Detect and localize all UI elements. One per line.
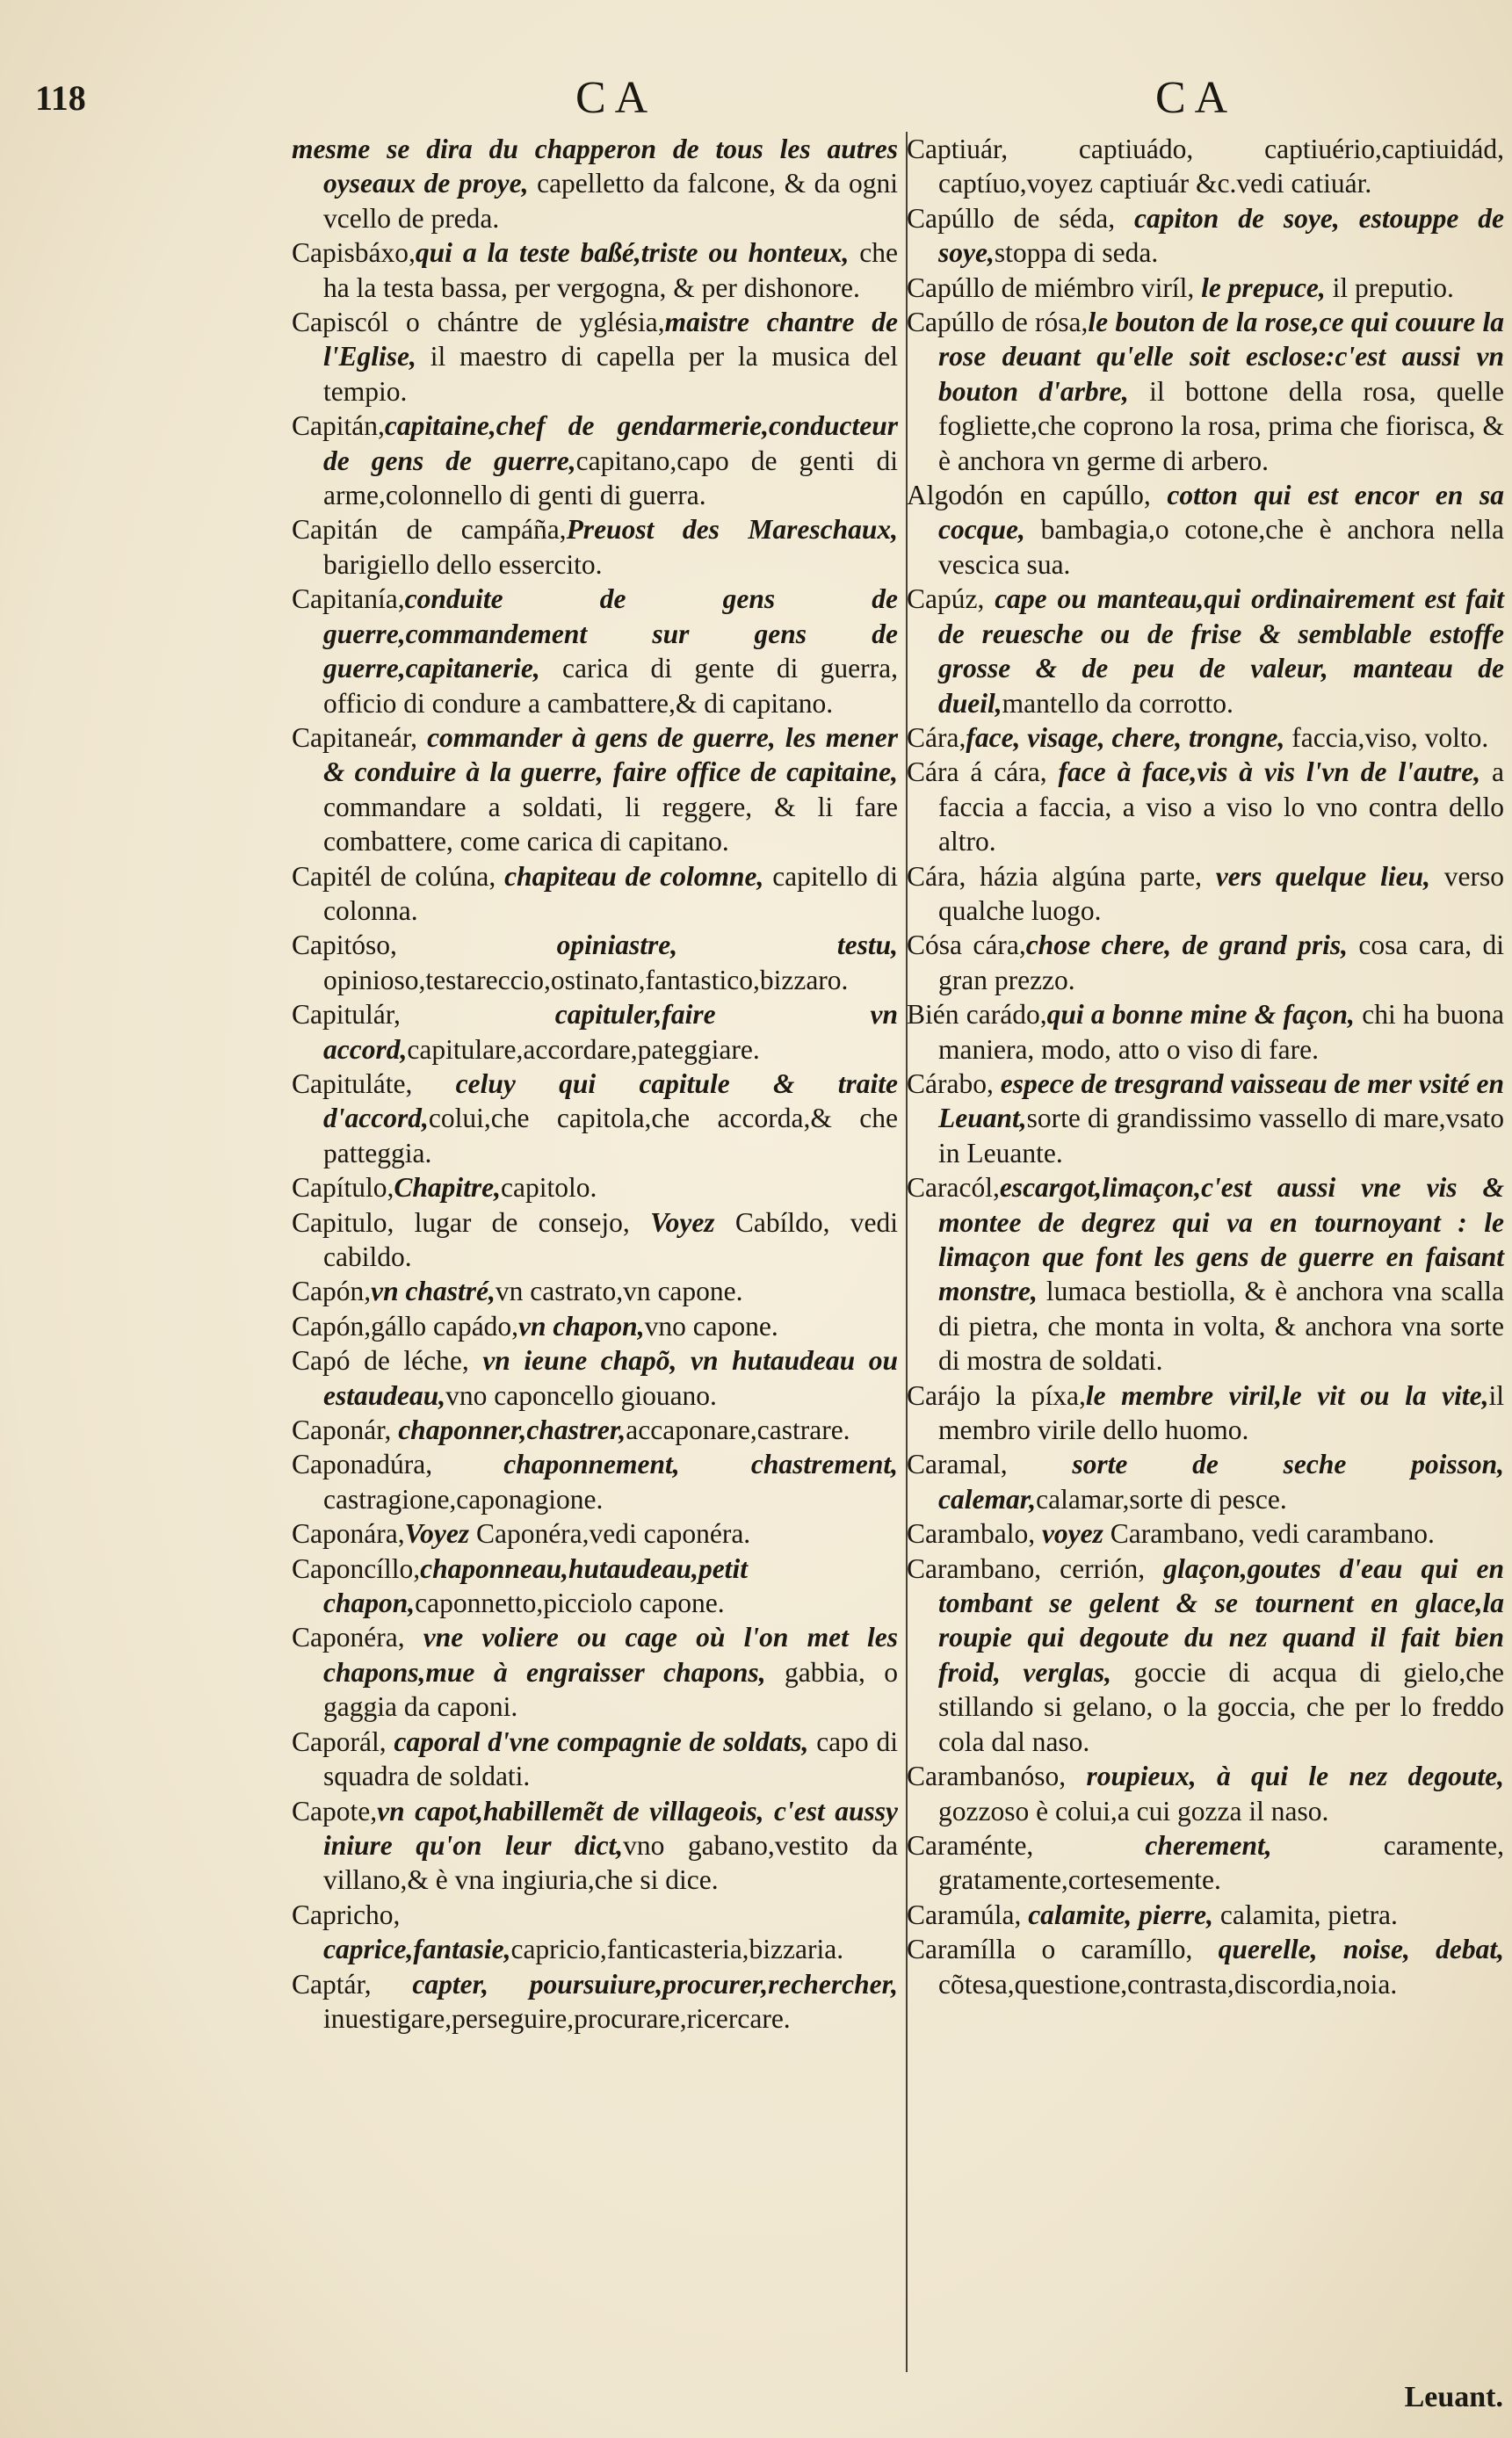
italian-gloss: a faccia a faccia, a viso a viso lo vno contra dello altro.	[938, 756, 1504, 857]
dictionary-entry	[907, 1170, 1504, 1378]
french-gloss: espece de tresgrand vaisseau de mer vsité en Leuant,	[938, 1067, 1504, 1134]
french-gloss: voyez	[1035, 1518, 1103, 1550]
headword-spanish: Capó de léche,	[292, 1345, 469, 1377]
dictionary-entry	[292, 1552, 898, 1621]
italian-gloss: captíuo,voyez captiuár &c.vedi catiuár.	[938, 168, 1372, 199]
french-gloss: le prepuce,	[1194, 271, 1326, 303]
dictionary-entry	[907, 755, 1504, 858]
french-gloss: cape ou manteau,qui ordinairement est fait de reuesche ou de frise & semblable estoffe grosse & de peu de valeur, manteau de dueil,	[938, 583, 1504, 719]
italian-gloss: chi ha buona maniera, modo, atto o viso di fare.	[938, 999, 1504, 1065]
headword-spanish: Caraménte,	[907, 1829, 1034, 1861]
french-gloss: opiniastre, testu,	[396, 930, 898, 961]
headword-spanish: Carambano, cerrión,	[907, 1552, 1146, 1584]
catchword: Leuant.	[1404, 2381, 1503, 2413]
italian-gloss: calamita, pietra.	[1213, 1899, 1398, 1930]
italian-gloss: lumaca bestiolla, & è anchora vna scalla di pietra, che monta in volta, & anchora vna sorte di mostra de soldati.	[938, 1276, 1504, 1377]
french-gloss: capter, poursuiure,procurer,rechercher,	[371, 1968, 898, 2000]
dictionary-entry	[907, 271, 1504, 305]
dictionary-entry	[292, 582, 898, 720]
headword-spanish: Caponcíllo,	[292, 1552, 421, 1584]
dictionary-entry	[292, 1725, 898, 1794]
french-gloss: chapiteau de colomne,	[496, 860, 764, 892]
dictionary-entry	[292, 1170, 898, 1205]
italian-gloss: goccie di acqua di gielo,che stillando si gelano, o la goccia, che per lo freddo cola dal naso.	[938, 1656, 1504, 1757]
headword-spanish: Capúllo de rósa,	[907, 307, 1089, 338]
french-gloss: chaponnement, chastrement,	[432, 1449, 898, 1480]
italian-gloss: vn castrato,vn capone.	[495, 1276, 743, 1307]
italian-gloss: cõtesa,questione,contrasta,discordia,noia.	[938, 1968, 1398, 2000]
dictionary-entry	[292, 1309, 898, 1343]
dictionary-entry	[292, 720, 898, 859]
headword-spanish: Cára, házia algúna parte,	[907, 860, 1202, 892]
dictionary-entry	[292, 235, 898, 305]
italian-gloss: caponnetto,picciolo capone.	[415, 1588, 725, 1619]
headword-spanish: Caramílla o caramíllo,	[907, 1934, 1193, 1965]
headword-spanish: Carambalo,	[907, 1518, 1036, 1550]
french-gloss: vn ieune chapõ, vn hutaudeau ou estaudeau,	[323, 1345, 898, 1411]
italian-gloss: faccia,viso, volto.	[1284, 721, 1489, 753]
french-gloss: chaponner,chastrer,	[391, 1414, 626, 1446]
headword-spanish: Caramal,	[907, 1449, 1008, 1480]
headword-spanish: Capituláte,	[292, 1067, 413, 1099]
italian-gloss: caramente, gratamente,cortesemente.	[938, 1829, 1504, 1896]
headword-spanish: Captiuár, captiuádo, captiuério,captiuidád,	[907, 134, 1504, 164]
headword-spanish: Capúz,	[907, 583, 985, 615]
dictionary-entry	[292, 1898, 898, 1967]
french-gloss: maistre chantre de l'Eglise,	[323, 307, 898, 373]
dictionary-entry	[907, 1828, 1504, 1898]
headword-spanish: Capricho,	[292, 1899, 401, 1930]
italian-gloss: Carambano, vedi carambano.	[1103, 1518, 1435, 1550]
dictionary-entry	[292, 1967, 898, 2036]
french-gloss: commander à gens de guerre, les mener & conduire à la guerre, faire office de capitaine,	[323, 721, 898, 788]
italian-gloss: castragione,caponagione.	[323, 1483, 604, 1515]
headword-spanish: Capúllo de miémbro viríl,	[907, 271, 1195, 303]
dictionary-entry	[292, 409, 898, 512]
italian-gloss: capitolo.	[501, 1172, 597, 1204]
headword-spanish: Capítulo,	[292, 1172, 394, 1204]
dictionary-entry	[907, 201, 1504, 271]
right-column	[907, 132, 1504, 2001]
french-gloss: chaponneau,hutaudeau,petit chapon,	[323, 1552, 748, 1619]
french-gloss: capitaine,chef de gendarmerie,conducteur de gens de guerre,	[323, 410, 898, 476]
headword-spanish: Caponár,	[292, 1414, 392, 1446]
headword-spanish: Capitóso,	[292, 930, 397, 961]
french-gloss: mesme se dira du chapperon de tous les autres oyseaux de proye,	[292, 134, 898, 199]
dictionary-entry	[907, 928, 1504, 997]
dictionary-entry	[907, 305, 1504, 478]
italian-gloss: capricio,fanticasteria,bizzaria.	[510, 1934, 844, 1965]
italian-gloss: colui,che capitola,che accorda,& che patteggia.	[323, 1103, 898, 1168]
dictionary-entry	[907, 582, 1504, 720]
dictionary-entry	[907, 1898, 1504, 1932]
left-column	[292, 132, 898, 2036]
italian-gloss: capitulare,accordare,pateggiare.	[407, 1033, 760, 1065]
dictionary-entry	[292, 512, 898, 582]
headword-spanish: Carájo la píxa,	[907, 1379, 1086, 1411]
italian-gloss: calamar,sorte di pesce.	[1036, 1483, 1287, 1515]
italian-gloss: mantello da corrotto.	[1002, 687, 1233, 719]
dictionary-entry	[907, 1067, 1504, 1170]
headword-spanish: Bién carádo,	[907, 999, 1047, 1031]
french-gloss: Chapitre,	[394, 1172, 502, 1204]
headword-spanish: Caponára,	[292, 1518, 405, 1550]
french-gloss: chose chere, de grand pris,	[1025, 930, 1349, 961]
french-gloss: sorte de seche poisson, calemar,	[938, 1449, 1504, 1515]
italian-gloss: Cabíldo, vedi cabildo.	[323, 1206, 898, 1272]
french-gloss: caporal d'vne compagnie de soldats,	[386, 1725, 809, 1757]
italian-gloss: il bottone della rosa, quelle fogliette,che coprono la rosa, prima che fiorisca, & è anchora vn germe di arbero.	[938, 375, 1504, 476]
french-gloss: vn chapon,	[518, 1310, 645, 1342]
headword-spanish: Caracól,	[907, 1172, 1000, 1204]
headword-spanish: Capitán de campáña,	[292, 514, 567, 546]
headword-spanish: Caponéra,	[292, 1622, 405, 1653]
italian-gloss: che ha la testa bassa, per vergogna, & per dishonore.	[323, 237, 898, 303]
headword-spanish: Capitél de colúna,	[292, 860, 496, 892]
french-gloss: qui a bonne mine & façon,	[1046, 999, 1355, 1031]
italian-gloss: cosa cara, di gran prezzo.	[938, 930, 1504, 995]
french-gloss: vers quelque lieu,	[1201, 860, 1430, 892]
french-gloss: vne voliere ou cage où l'on met les chapons,mue à engraisser chapons,	[323, 1622, 898, 1688]
french-gloss: le bouton de la rose,ce qui couure la rose deuant qu'elle soit esclose:c'est aussi vn bouton d'arbre,	[938, 307, 1504, 407]
dictionary-entry	[292, 305, 898, 409]
italian-gloss: bambagia,o cotone,che è anchora nella vescica sua.	[938, 514, 1504, 580]
headword-spanish: Cára á cára,	[907, 756, 1047, 788]
dictionary-entry	[292, 1447, 898, 1516]
italian-gloss: capitano,capo de genti di arme,colonnello di genti di guerra.	[323, 445, 898, 511]
dictionary-entry	[907, 1516, 1504, 1551]
dictionary-entry	[292, 1620, 898, 1724]
italian-gloss: inuestigare,perseguire,procurare,ricercare.	[323, 2002, 791, 2034]
dictionary-entry	[907, 859, 1504, 929]
dictionary-entry	[292, 1343, 898, 1413]
french-gloss: cotton qui est encor en sa cocque,	[938, 480, 1505, 546]
french-gloss: le membre viril,le vit ou la vite,	[1085, 1379, 1489, 1411]
dictionary-entry	[292, 1274, 898, 1308]
dictionary-entry	[907, 1447, 1504, 1516]
dictionary-entry	[907, 132, 1504, 201]
italian-gloss: opinioso,testareccio,ostinato,fantastico,bizzaro.	[323, 964, 849, 995]
italian-gloss: vno gabano,vestito da villano,& è vna ingiuria,che si dice.	[323, 1829, 898, 1896]
dictionary-entry	[292, 1794, 898, 1898]
dictionary-entry	[292, 1205, 898, 1275]
dictionary-entry	[907, 1378, 1504, 1448]
french-gloss: qui a la teste baßé,triste ou honteux,	[415, 237, 850, 269]
italian-gloss: capelletto da falcone, & da ogni vcello de preda.	[323, 168, 898, 234]
italian-gloss: stoppa di seda.	[994, 237, 1159, 269]
headword-spanish: Capote,	[292, 1795, 378, 1827]
french-gloss: glaçon,goutes d'eau qui en tombant se gelent & se tournent en glace,la roupie qui degoute du nez quand il fait bien froid, verglas,	[938, 1552, 1504, 1688]
headword-spanish: Capitulo, lugar de consejo,	[292, 1206, 630, 1238]
french-gloss: calamite, pierre,	[1021, 1899, 1214, 1930]
headword-spanish: Capitaneár,	[292, 721, 418, 753]
headword-spanish: Capón,	[292, 1276, 372, 1307]
french-gloss: celuy qui capitule & traite d'accord,	[323, 1067, 898, 1134]
french-gloss: vn chastré,	[371, 1276, 496, 1307]
dictionary-entry	[292, 132, 898, 235]
dictionary-entry	[907, 720, 1504, 755]
italian-gloss: il membro virile dello huomo.	[938, 1379, 1504, 1446]
page-number: 118	[35, 78, 86, 118]
italian-gloss: sorte di grandissimo vassello di mare,vsato in Leuante.	[938, 1103, 1504, 1168]
italian-gloss: vno capone.	[644, 1310, 778, 1342]
headword-spanish: Cárabo,	[907, 1067, 994, 1099]
french-gloss: roupieux, à qui le nez degoute,	[1066, 1761, 1504, 1792]
french-gloss: cherement,	[1033, 1829, 1272, 1861]
french-gloss: vn capot,habillemẽt de villageois, c'est aussy iniure qu'on leur dict,	[323, 1795, 898, 1861]
headword-spanish: Caponadúra,	[292, 1449, 433, 1480]
french-gloss: capiton de soye, estouppe de soye,	[938, 202, 1504, 269]
headword-spanish: Capón,gállo capádo,	[292, 1310, 519, 1342]
italian-gloss: gabbia, o gaggia da caponi.	[323, 1656, 898, 1723]
italian-gloss: il maestro di capella per la musica del tempio.	[323, 341, 898, 407]
italian-gloss: capitello di colonna.	[323, 860, 898, 926]
running-header-right: CA	[1155, 73, 1237, 123]
italian-gloss: il preputio.	[1325, 271, 1454, 303]
headword-spanish: Caramúla,	[907, 1899, 1022, 1930]
italian-gloss: carica di gente di guerra, officio di condure a cambattere,& di capitano.	[323, 653, 898, 719]
headword-spanish: Capisbáxo,	[292, 237, 416, 269]
french-gloss: capituler,faire vn accord,	[323, 999, 898, 1065]
headword-spanish: Algodón en capúllo,	[907, 480, 1151, 511]
french-gloss: face à face,vis à vis l'vn de l'autre,	[1046, 756, 1481, 788]
french-gloss: caprice,fantasie,	[323, 1934, 511, 1965]
dictionary-entry	[292, 859, 898, 929]
headword-spanish: Capiscól o chántre de yglésia,	[292, 307, 665, 338]
italian-gloss: commandare a soldati, li reggere, & li fare combattere, come carica di capitano.	[323, 791, 898, 857]
dictionary-entry	[292, 1516, 898, 1551]
headword-spanish: Capitán,	[292, 410, 385, 442]
headword-spanish: Cára,	[907, 721, 966, 753]
dictionary-entry	[292, 1413, 898, 1447]
headword-spanish: Capúllo de séda,	[907, 202, 1116, 234]
headword-spanish: Cósa cára,	[907, 930, 1026, 961]
headword-spanish: Caporál,	[292, 1725, 387, 1757]
dictionary-entry	[292, 928, 898, 997]
dictionary-entry	[907, 478, 1504, 582]
headword-spanish: Carambanóso,	[907, 1761, 1067, 1792]
italian-gloss: gozzoso è colui,a cui gozza il naso.	[938, 1795, 1329, 1827]
italian-gloss: barigiello dello essercito.	[323, 548, 603, 580]
french-gloss: querelle, noise, debat,	[1192, 1934, 1505, 1965]
italian-gloss: verso qualche luogo.	[938, 860, 1504, 926]
dictionary-entry	[907, 1759, 1504, 1828]
dictionary-entry	[292, 997, 898, 1067]
italian-gloss: capo di squadra de soldati.	[323, 1725, 898, 1792]
dictionary-entry	[907, 1932, 1504, 2001]
french-gloss: escargot,limaçon,c'est aussi vne vis & montee de degrez qui va en tournoyant : le limaçon que font les gens de guerre en faisant monstre,	[938, 1172, 1504, 1307]
headword-spanish: Capitulár,	[292, 999, 401, 1031]
headword-spanish: Captár,	[292, 1968, 372, 2000]
dictionary-entry	[907, 997, 1504, 1067]
french-gloss: Voyez	[629, 1206, 715, 1238]
running-header-left: CA	[575, 73, 657, 123]
dictionary-entry	[907, 1552, 1504, 1759]
italian-gloss: Caponéra,vedi caponéra.	[469, 1518, 751, 1550]
french-gloss: face, visage, chere, trongne,	[966, 721, 1285, 753]
french-gloss: Voyez	[404, 1518, 470, 1550]
headword-spanish: Capitanía,	[292, 583, 405, 615]
dictionary-entry	[292, 1067, 898, 1170]
french-gloss: conduite de gens de guerre,commandement sur gens de guerre,capitanerie,	[323, 583, 898, 684]
french-gloss: Preuost des Mareschaux,	[566, 514, 899, 546]
italian-gloss: vno caponcello giouano.	[445, 1379, 717, 1411]
italian-gloss: accaponare,castrare.	[626, 1414, 850, 1446]
